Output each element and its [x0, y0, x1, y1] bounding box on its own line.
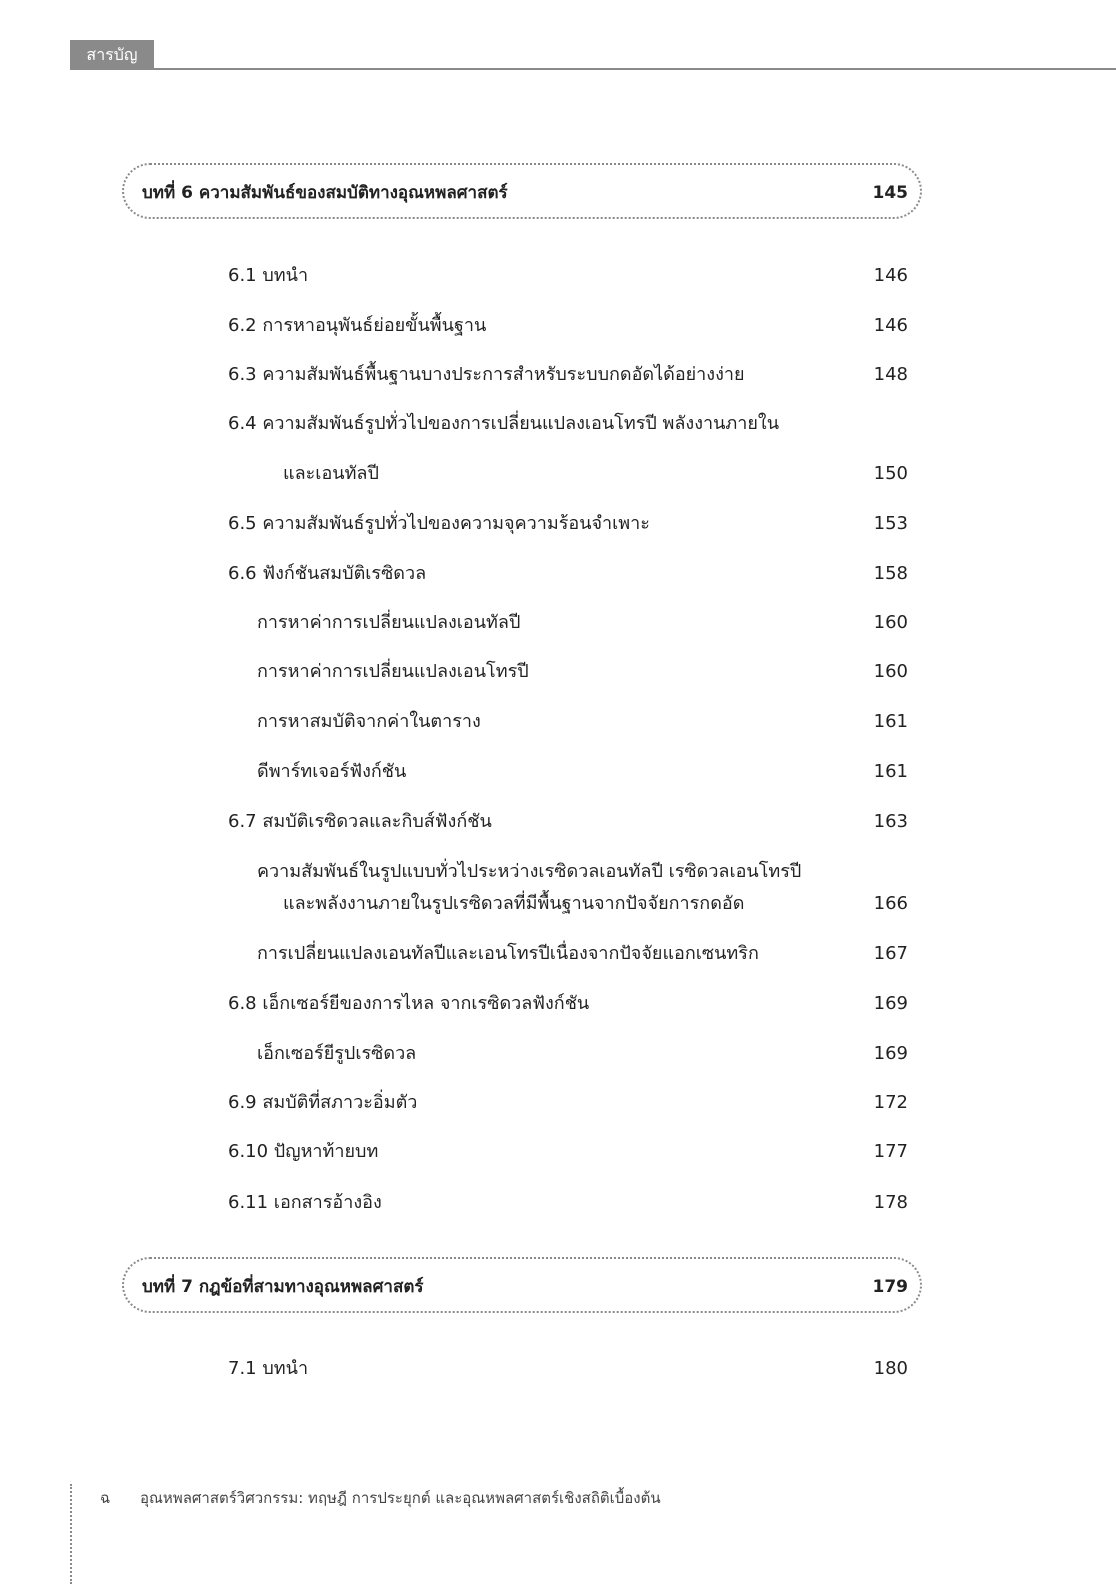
toc-entry-page: 158: [873, 563, 908, 584]
toc-entry-page: 148: [873, 364, 908, 385]
toc-subentry[interactable]: [0, 608, 1116, 638]
chapter-title: บทที่ 7 กฎข้อที่สามทางอุณหพลศาสตร์: [142, 1277, 424, 1297]
toc-entry-6-10[interactable]: [0, 1137, 1116, 1167]
toc-entry-page: 150: [873, 463, 908, 484]
chapter-page-number: 179: [872, 1277, 908, 1297]
toc-entry-label: 6.2 การหาอนุพันธ์ย่อยขั้นพื้นฐาน: [228, 315, 487, 336]
toc-entry-page: 146: [873, 265, 908, 286]
toc-entry-7-1[interactable]: [0, 1354, 1116, 1384]
chapter-title: บทที่ 6 ความสัมพันธ์ของสมบัติทางอุณหพลศาสตร์: [142, 183, 508, 203]
chapter-6-heading[interactable]: [122, 163, 922, 219]
toc-entry-label: 6.7 สมบัติเรซิดวลและกิบส์ฟังก์ชัน: [228, 811, 492, 832]
toc-entry-page: 161: [873, 711, 908, 732]
toc-subentry[interactable]: [0, 657, 1116, 687]
toc-entry-6-4[interactable]: [0, 409, 1116, 439]
toc-entry-page: 146: [873, 315, 908, 336]
toc-entry-page: 172: [873, 1092, 908, 1113]
toc-entry-label: การหาค่าการเปลี่ยนแปลงเอนทัลปี: [257, 612, 521, 633]
toc-entry-6-4-continued[interactable]: [0, 459, 1116, 489]
toc-subentry[interactable]: [0, 939, 1116, 969]
toc-entry-label: 6.1 บทนำ: [228, 265, 309, 286]
toc-entry-page: 153: [873, 513, 908, 534]
toc-entry-page: 166: [873, 893, 908, 914]
toc-entry-page: 169: [873, 993, 908, 1014]
toc-subentry[interactable]: [0, 757, 1116, 787]
chapter-7-heading[interactable]: [122, 1257, 922, 1313]
toc-entry-label: การเปลี่ยนแปลงเอนทัลปีและเอนโทรปีเนื่องจากปัจจัยแอกเซนทริก: [257, 943, 759, 964]
toc-entry-label: 6.9 สมบัติที่สภาวะอิ่มตัว: [228, 1092, 418, 1113]
toc-subentry-continued[interactable]: [0, 889, 1116, 919]
toc-entry-6-1[interactable]: [0, 261, 1116, 291]
toc-entry-label: 6.4 ความสัมพันธ์รูปทั่วไปของการเปลี่ยนแปลงเอนโทรปี พลังงานภายใน: [228, 413, 780, 434]
toc-entry-page: 180: [873, 1358, 908, 1379]
toc-entry-label: และเอนทัลปี: [283, 463, 379, 484]
toc-entry-6-3[interactable]: [0, 360, 1116, 390]
toc-entry-label: ความสัมพันธ์ในรูปแบบทั่วไประหว่างเรซิดวลเอนทัลปี เรซิดวลเอนโทรปี: [257, 861, 802, 882]
toc-entry-label: 6.10 ปัญหาท้ายบท: [228, 1141, 379, 1162]
footer-book-title: อุณหพลศาสตร์วิศวกรรม: ทฤษฎี การประยุกต์ และอุณหพลศาสตร์เชิงสถิติเบื้องต้น: [140, 1489, 661, 1507]
toc-entry-label: การหาสมบัติจากค่าในตาราง: [257, 711, 481, 732]
toc-subentry[interactable]: [0, 1039, 1116, 1069]
toc-entry-label: 6.6 ฟังก์ชันสมบัติเรซิดวล: [228, 563, 427, 584]
toc-entry-label: 6.11 เอกสารอ้างอิง: [228, 1192, 382, 1213]
header-rule: [154, 68, 1116, 70]
header-section-tab: สารบัญ: [70, 40, 154, 70]
toc-entry-6-2[interactable]: [0, 311, 1116, 341]
toc-entry-page: 160: [873, 661, 908, 682]
toc-entry-label: 7.1 บทนำ: [228, 1358, 309, 1379]
footer-dotted-rule: [70, 1484, 72, 1584]
toc-entry-6-5[interactable]: [0, 509, 1116, 539]
toc-subentry[interactable]: [0, 707, 1116, 737]
toc-entry-6-8[interactable]: [0, 989, 1116, 1019]
toc-subentry[interactable]: [0, 857, 1116, 887]
toc-entry-6-9[interactable]: [0, 1088, 1116, 1118]
toc-entry-label: 6.3 ความสัมพันธ์พื้นฐานบางประการสำหรับระบบกดอัดได้อย่างง่าย: [228, 364, 745, 385]
toc-entry-label: ดีพาร์ทเจอร์ฟังก์ชัน: [257, 761, 407, 782]
toc-entry-label: 6.8 เอ็กเซอร์ยีของการไหล จากเรซิดวลฟังก์ชัน: [228, 993, 590, 1014]
toc-entry-6-7[interactable]: [0, 807, 1116, 837]
toc-entry-label: 6.5 ความสัมพันธ์รูปทั่วไปของความจุความร้อนจำเพาะ: [228, 513, 650, 534]
chapter-page-number: 145: [872, 183, 908, 203]
toc-entry-page: 178: [873, 1192, 908, 1213]
toc-entry-page: 160: [873, 612, 908, 633]
toc-entry-label: เอ็กเซอร์ยีรูปเรซิดวล: [257, 1043, 417, 1064]
toc-entry-label: และพลังงานภายในรูปเรซิดวลที่มีพื้นฐานจากปัจจัยการกดอัด: [283, 893, 745, 914]
toc-entry-page: 163: [873, 811, 908, 832]
toc-entry-label: การหาค่าการเปลี่ยนแปลงเอนโทรปี: [257, 661, 529, 682]
toc-entry-page: 177: [873, 1141, 908, 1162]
toc-entry-6-6[interactable]: [0, 559, 1116, 589]
toc-entry-page: 169: [873, 1043, 908, 1064]
toc-entry-6-11[interactable]: [0, 1188, 1116, 1218]
toc-entry-page: 167: [873, 943, 908, 964]
footer-page-label: ฉ: [100, 1489, 111, 1507]
toc-entry-page: 161: [873, 761, 908, 782]
